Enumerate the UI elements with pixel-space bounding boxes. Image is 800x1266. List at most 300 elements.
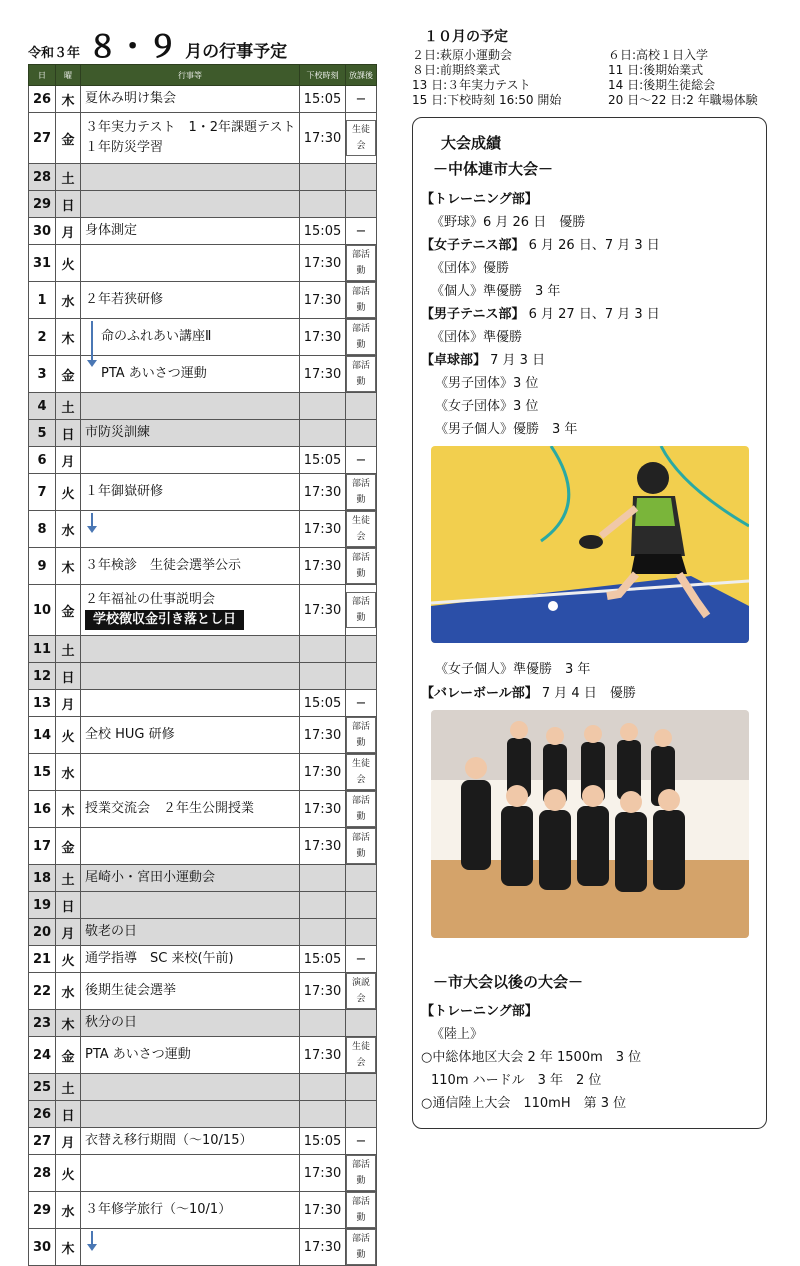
row-event bbox=[81, 1010, 300, 1037]
row-day: 17 bbox=[29, 828, 56, 865]
row-time: 17:30 bbox=[300, 548, 346, 585]
schedule-row bbox=[29, 585, 377, 636]
schedule-row bbox=[29, 791, 377, 828]
row-after-school bbox=[346, 1101, 377, 1128]
after-school-label: 部活動 bbox=[346, 592, 376, 628]
after-school-label: 部活動 bbox=[346, 1155, 376, 1191]
october-item: ２日:萩原小運動会 bbox=[412, 48, 513, 62]
row-weekday: 火 bbox=[56, 474, 81, 511]
row-time: 17:30 bbox=[300, 973, 346, 1010]
row-event bbox=[81, 663, 300, 690]
schedule-row bbox=[29, 420, 377, 447]
row-time: 15:05 bbox=[300, 946, 346, 973]
result-line-text: 《野球》6 月 26 日 優勝 bbox=[431, 215, 586, 230]
row-event-text: ３年実力テスト 1・2年課題テスト bbox=[85, 120, 296, 135]
result-line-detail: 6 月 26 日、7 月 3 日 bbox=[524, 238, 660, 253]
row-day: 13 bbox=[29, 690, 56, 717]
row-weekday: 金 bbox=[56, 585, 81, 636]
row-after-school bbox=[346, 690, 377, 717]
after-school-label: − bbox=[355, 1133, 367, 1149]
result-line-text: 《個人》準優勝 3 年 bbox=[431, 284, 561, 299]
october-item: 20 日〜22 日:2 年職場体験 bbox=[608, 93, 758, 107]
row-day: 14 bbox=[29, 717, 56, 754]
schedule-row bbox=[29, 690, 377, 717]
october-item: 15 日:下校時刻 16:50 開始 bbox=[412, 93, 562, 107]
row-event bbox=[81, 511, 300, 548]
result-line-detail: 6 月 27 日、7 月 3 日 bbox=[524, 307, 660, 322]
volleyball-club: 【バレーボール部】 bbox=[421, 686, 538, 701]
row-event bbox=[81, 86, 300, 113]
results-panel bbox=[412, 117, 767, 1129]
row-weekday: 日 bbox=[56, 892, 81, 919]
schedule-row bbox=[29, 1101, 377, 1128]
row-after-school bbox=[346, 1128, 377, 1155]
row-weekday: 土 bbox=[56, 865, 81, 892]
row-after-school bbox=[346, 164, 377, 191]
row-after-school bbox=[346, 1155, 377, 1192]
row-event-text: ３年検診 生徒会選挙公示 bbox=[85, 558, 242, 573]
row-weekday: 金 bbox=[56, 1037, 81, 1074]
row-time: 15:05 bbox=[300, 690, 346, 717]
result-line bbox=[431, 326, 522, 345]
row-time: 17:30 bbox=[300, 717, 346, 754]
result-line bbox=[431, 280, 560, 299]
row-event-text: 身体測定 bbox=[85, 223, 138, 238]
october-heading: １０月の予定 bbox=[424, 29, 508, 45]
header-event: 行事等 bbox=[81, 65, 300, 86]
row-day: 3 bbox=[29, 356, 56, 393]
row-time: 17:30 bbox=[300, 282, 346, 319]
result-line-text: ○中総体地区大会 2 年 1500m 3 位 bbox=[421, 1050, 642, 1065]
result-line bbox=[431, 211, 585, 230]
result-line bbox=[421, 1046, 641, 1065]
result-line-text: 《団体》優勝 bbox=[431, 261, 510, 276]
title-suffix: 月の行事予定 bbox=[185, 42, 288, 62]
row-event-text: 命のふれあい講座Ⅱ bbox=[101, 329, 212, 344]
row-event bbox=[81, 1155, 300, 1192]
row-day: 18 bbox=[29, 865, 56, 892]
row-day: 24 bbox=[29, 1037, 56, 1074]
row-time: 17:30 bbox=[300, 356, 346, 393]
row-event bbox=[81, 791, 300, 828]
row-event-text: １年御嶽研修 bbox=[85, 484, 164, 499]
results-subheading-city: －中体連市大会－ bbox=[433, 160, 554, 178]
schedule-row bbox=[29, 1192, 377, 1229]
schedule-row bbox=[29, 1074, 377, 1101]
row-time: 17:30 bbox=[300, 1229, 346, 1266]
girls-singles-result: 《女子個人》準優勝 3 年 bbox=[435, 662, 591, 677]
schedule-row bbox=[29, 1155, 377, 1192]
row-day: 6 bbox=[29, 447, 56, 474]
row-after-school bbox=[346, 245, 377, 282]
row-time: 15:05 bbox=[300, 86, 346, 113]
result-line bbox=[435, 418, 577, 437]
row-weekday: 日 bbox=[56, 663, 81, 690]
collection-day-label: 学校徴収金引き落とし日 bbox=[85, 610, 244, 630]
row-event bbox=[81, 946, 300, 973]
october-item: ６日:高校１日入学 bbox=[608, 48, 709, 62]
row-time bbox=[300, 393, 346, 420]
row-after-school bbox=[346, 754, 377, 791]
after-school-label: 部活動 bbox=[346, 1229, 376, 1265]
row-day: 27 bbox=[29, 1128, 56, 1155]
row-event bbox=[81, 1074, 300, 1101]
row-event-text: 衣替え移行期間（〜10/15） bbox=[85, 1133, 253, 1148]
row-weekday: 火 bbox=[56, 245, 81, 282]
row-after-school bbox=[346, 356, 377, 393]
schedule-row bbox=[29, 164, 377, 191]
result-line bbox=[421, 188, 538, 207]
row-event-text: 授業交流会 ２年生公開授業 bbox=[85, 801, 255, 816]
continuation-arrow-icon bbox=[91, 1231, 93, 1245]
row-after-school bbox=[346, 1010, 377, 1037]
page-title bbox=[28, 22, 287, 66]
volleyball-team-photo bbox=[431, 710, 749, 938]
row-time: 17:30 bbox=[300, 511, 346, 548]
row-event-text-2: １年防災学習 bbox=[85, 140, 164, 155]
row-after-school bbox=[346, 282, 377, 319]
row-weekday: 木 bbox=[56, 1229, 81, 1266]
row-time: 17:30 bbox=[300, 754, 346, 791]
schedule-row bbox=[29, 973, 377, 1010]
row-event bbox=[81, 245, 300, 282]
row-weekday: 金 bbox=[56, 828, 81, 865]
schedule-row bbox=[29, 892, 377, 919]
row-event bbox=[81, 754, 300, 791]
row-weekday: 日 bbox=[56, 420, 81, 447]
row-after-school bbox=[346, 86, 377, 113]
row-weekday: 水 bbox=[56, 973, 81, 1010]
after-school-label: 部活動 bbox=[346, 1192, 376, 1228]
row-day: 11 bbox=[29, 636, 56, 663]
row-event-text: PTA あいさつ運動 bbox=[85, 1047, 191, 1062]
row-event-text: ３年修学旅行（〜10/1） bbox=[85, 1202, 232, 1217]
results-subheading-after: －市大会以後の大会－ bbox=[433, 973, 584, 991]
schedule-row bbox=[29, 282, 377, 319]
schedule-row bbox=[29, 319, 377, 356]
result-line bbox=[421, 349, 545, 368]
result-line-text: 《男子個人》優勝 3 年 bbox=[435, 422, 578, 437]
row-event bbox=[81, 973, 300, 1010]
row-day: 7 bbox=[29, 474, 56, 511]
row-day: 4 bbox=[29, 393, 56, 420]
row-after-school bbox=[346, 663, 377, 690]
row-after-school bbox=[346, 973, 377, 1010]
after-school-label: 部活動 bbox=[346, 791, 376, 827]
row-weekday: 木 bbox=[56, 319, 81, 356]
header-day: 日 bbox=[29, 65, 56, 86]
schedule-row bbox=[29, 1037, 377, 1074]
after-school-label: 部活動 bbox=[346, 282, 376, 318]
row-day: 8 bbox=[29, 511, 56, 548]
schedule-row bbox=[29, 1010, 377, 1037]
row-weekday: 月 bbox=[56, 690, 81, 717]
row-after-school bbox=[346, 636, 377, 663]
row-after-school bbox=[346, 919, 377, 946]
row-event bbox=[81, 191, 300, 218]
row-after-school bbox=[346, 717, 377, 754]
after-school-label: − bbox=[355, 951, 367, 967]
row-time bbox=[300, 892, 346, 919]
row-after-school bbox=[346, 828, 377, 865]
row-weekday: 水 bbox=[56, 282, 81, 319]
row-after-school bbox=[346, 1229, 377, 1266]
row-day: 29 bbox=[29, 1192, 56, 1229]
after-school-label: 部活動 bbox=[346, 548, 376, 584]
row-after-school bbox=[346, 447, 377, 474]
row-time bbox=[300, 865, 346, 892]
schedule-row bbox=[29, 447, 377, 474]
after-school-label: 部活動 bbox=[346, 245, 376, 281]
row-event bbox=[81, 636, 300, 663]
schedule-row bbox=[29, 1128, 377, 1155]
row-day: 27 bbox=[29, 113, 56, 164]
header-weekday: 曜 bbox=[56, 65, 81, 86]
row-time: 17:30 bbox=[300, 585, 346, 636]
continuation-arrow-icon bbox=[91, 513, 93, 527]
row-after-school bbox=[346, 474, 377, 511]
result-line bbox=[421, 1000, 538, 1019]
row-after-school bbox=[346, 319, 377, 356]
row-time: 15:05 bbox=[300, 1128, 346, 1155]
row-weekday: 木 bbox=[56, 791, 81, 828]
after-school-label: 部活動 bbox=[346, 474, 376, 510]
row-weekday: 火 bbox=[56, 1155, 81, 1192]
after-school-label: 演説会 bbox=[346, 973, 376, 1009]
row-time bbox=[300, 420, 346, 447]
schedule-row bbox=[29, 191, 377, 218]
row-day: 2 bbox=[29, 319, 56, 356]
row-event bbox=[81, 828, 300, 865]
result-line-text: ○通信陸上大会 110mH 第 3 位 bbox=[421, 1096, 627, 1111]
row-event-text: 夏休み明け集会 bbox=[85, 91, 177, 106]
after-school-label: − bbox=[355, 91, 367, 107]
row-event bbox=[81, 892, 300, 919]
schedule-row bbox=[29, 663, 377, 690]
after-school-label: 生徒会 bbox=[346, 754, 376, 790]
row-day: 20 bbox=[29, 919, 56, 946]
row-day: 30 bbox=[29, 1229, 56, 1266]
row-day: 28 bbox=[29, 164, 56, 191]
schedule-row bbox=[29, 218, 377, 245]
volleyball-result bbox=[421, 682, 636, 701]
after-school-label: 部活動 bbox=[346, 717, 376, 753]
row-day: 23 bbox=[29, 1010, 56, 1037]
result-line-text: 【卓球部】 bbox=[421, 353, 487, 368]
row-weekday: 金 bbox=[56, 356, 81, 393]
result-line-text: 【トレーニング部】 bbox=[421, 192, 538, 207]
row-event-text: 市防災訓練 bbox=[85, 425, 151, 440]
october-list bbox=[412, 48, 782, 108]
row-time: 15:05 bbox=[300, 447, 346, 474]
row-event bbox=[81, 356, 300, 393]
row-event-text: ２年福祉の仕事説明会 bbox=[85, 592, 216, 607]
row-day: 10 bbox=[29, 585, 56, 636]
row-after-school bbox=[346, 1037, 377, 1074]
result-line bbox=[421, 1092, 626, 1111]
after-school-label: 生徒会 bbox=[346, 1037, 376, 1073]
row-event bbox=[81, 1101, 300, 1128]
after-school-label: 部活動 bbox=[346, 828, 376, 864]
row-time: 17:30 bbox=[300, 113, 346, 164]
row-day: 31 bbox=[29, 245, 56, 282]
schedule-row bbox=[29, 86, 377, 113]
schedule-row bbox=[29, 946, 377, 973]
after-school-label: − bbox=[355, 452, 367, 468]
row-event-extra bbox=[85, 610, 299, 630]
row-event-text: 全校 HUG 研修 bbox=[85, 727, 175, 742]
row-weekday: 日 bbox=[56, 1101, 81, 1128]
row-time bbox=[300, 919, 346, 946]
row-weekday: 木 bbox=[56, 548, 81, 585]
schedule-row bbox=[29, 393, 377, 420]
row-after-school bbox=[346, 946, 377, 973]
row-event bbox=[81, 393, 300, 420]
after-school-label: 生徒会 bbox=[346, 511, 376, 547]
row-day: 29 bbox=[29, 191, 56, 218]
row-time bbox=[300, 1074, 346, 1101]
row-event-text: 敬老の日 bbox=[85, 924, 138, 939]
result-line bbox=[435, 395, 538, 414]
schedule-row bbox=[29, 113, 377, 164]
row-after-school bbox=[346, 113, 377, 164]
header-after: 放課後 bbox=[346, 65, 377, 86]
row-day: 26 bbox=[29, 1101, 56, 1128]
row-after-school bbox=[346, 218, 377, 245]
row-event-text: 秋分の日 bbox=[85, 1015, 138, 1030]
volleyball-detail: 7 月 4 日 優勝 bbox=[537, 686, 636, 701]
row-day: 21 bbox=[29, 946, 56, 973]
row-after-school bbox=[346, 191, 377, 218]
row-weekday: 火 bbox=[56, 946, 81, 973]
row-weekday: 月 bbox=[56, 919, 81, 946]
title-prefix: 令和３年 bbox=[28, 46, 81, 61]
row-time: 17:30 bbox=[300, 791, 346, 828]
row-time bbox=[300, 1101, 346, 1128]
row-event bbox=[81, 1229, 300, 1266]
row-time: 17:30 bbox=[300, 1037, 346, 1074]
result-line-text: 《陸上》 bbox=[431, 1027, 484, 1042]
row-event bbox=[81, 690, 300, 717]
row-time: 17:30 bbox=[300, 828, 346, 865]
row-time bbox=[300, 164, 346, 191]
row-weekday: 月 bbox=[56, 218, 81, 245]
title-months: ８・９ bbox=[87, 30, 178, 65]
schedule-row bbox=[29, 636, 377, 663]
schedule-header-row bbox=[29, 65, 377, 86]
row-weekday: 土 bbox=[56, 164, 81, 191]
row-event-text: ２年若狭研修 bbox=[85, 292, 164, 307]
october-schedule bbox=[412, 26, 782, 108]
row-after-school bbox=[346, 892, 377, 919]
table-tennis-photo bbox=[431, 446, 749, 643]
row-weekday: 水 bbox=[56, 511, 81, 548]
row-event-text: PTA あいさつ運動 bbox=[101, 366, 207, 381]
row-event-text: 通学指導 SC 来校(午前) bbox=[85, 951, 234, 966]
row-after-school bbox=[346, 548, 377, 585]
row-event bbox=[81, 1128, 300, 1155]
after-school-label: − bbox=[355, 223, 367, 239]
schedule-row bbox=[29, 754, 377, 791]
row-event bbox=[81, 218, 300, 245]
row-event bbox=[81, 865, 300, 892]
schedule-row bbox=[29, 828, 377, 865]
result-line-text: 【女子テニス部】 bbox=[421, 238, 525, 253]
row-event bbox=[81, 113, 300, 164]
schedule-row bbox=[29, 511, 377, 548]
results-title: 大会成績 bbox=[441, 134, 502, 152]
result-line-text: 【トレーニング部】 bbox=[421, 1004, 538, 1019]
row-time bbox=[300, 663, 346, 690]
row-day: 16 bbox=[29, 791, 56, 828]
row-event bbox=[81, 1037, 300, 1074]
schedule-row bbox=[29, 474, 377, 511]
schedule-row bbox=[29, 356, 377, 393]
row-day: 15 bbox=[29, 754, 56, 791]
row-after-school bbox=[346, 585, 377, 636]
result-line-detail: 7 月 3 日 bbox=[486, 353, 546, 368]
result-line-text: 110m ハードル 3 年 2 位 bbox=[431, 1073, 602, 1088]
result-line bbox=[435, 372, 538, 391]
row-weekday: 木 bbox=[56, 1010, 81, 1037]
schedule-row bbox=[29, 865, 377, 892]
row-weekday: 土 bbox=[56, 1074, 81, 1101]
result-line bbox=[431, 257, 509, 276]
row-event bbox=[81, 548, 300, 585]
schedule-row bbox=[29, 245, 377, 282]
row-weekday: 土 bbox=[56, 393, 81, 420]
row-event bbox=[81, 717, 300, 754]
row-after-school bbox=[346, 511, 377, 548]
schedule-row bbox=[29, 717, 377, 754]
header-time: 下校時刻 bbox=[300, 65, 346, 86]
after-school-label: 生徒会 bbox=[346, 120, 376, 156]
result-line-text: 【男子テニス部】 bbox=[421, 307, 525, 322]
row-event bbox=[81, 319, 300, 356]
row-time bbox=[300, 636, 346, 663]
row-event bbox=[81, 447, 300, 474]
row-time: 15:05 bbox=[300, 218, 346, 245]
row-weekday: 月 bbox=[56, 447, 81, 474]
row-event bbox=[81, 282, 300, 319]
row-event bbox=[81, 1192, 300, 1229]
row-weekday: 水 bbox=[56, 1192, 81, 1229]
october-item: 14 日:後期生徒総会 bbox=[608, 78, 716, 92]
row-after-school bbox=[346, 1192, 377, 1229]
october-item: 11 日:後期始業式 bbox=[608, 63, 704, 77]
result-line-text: 《女子団体》3 位 bbox=[435, 399, 539, 414]
after-school-label: 部活動 bbox=[346, 319, 376, 355]
row-weekday: 金 bbox=[56, 113, 81, 164]
row-after-school bbox=[346, 1074, 377, 1101]
result-line bbox=[431, 1023, 483, 1042]
row-time: 17:30 bbox=[300, 319, 346, 356]
row-day: 22 bbox=[29, 973, 56, 1010]
schedule-row bbox=[29, 1229, 377, 1266]
row-day: 9 bbox=[29, 548, 56, 585]
row-day: 25 bbox=[29, 1074, 56, 1101]
row-time: 17:30 bbox=[300, 245, 346, 282]
schedule-row bbox=[29, 919, 377, 946]
row-day: 30 bbox=[29, 218, 56, 245]
continuation-arrow-icon bbox=[91, 321, 93, 361]
row-event-text: 尾崎小・宮田小運動会 bbox=[85, 870, 216, 885]
result-line-text: 《男子団体》3 位 bbox=[435, 376, 539, 391]
row-weekday: 火 bbox=[56, 717, 81, 754]
october-item: ８日:前期終業式 bbox=[412, 63, 501, 77]
after-school-label: − bbox=[355, 695, 367, 711]
row-time bbox=[300, 1010, 346, 1037]
